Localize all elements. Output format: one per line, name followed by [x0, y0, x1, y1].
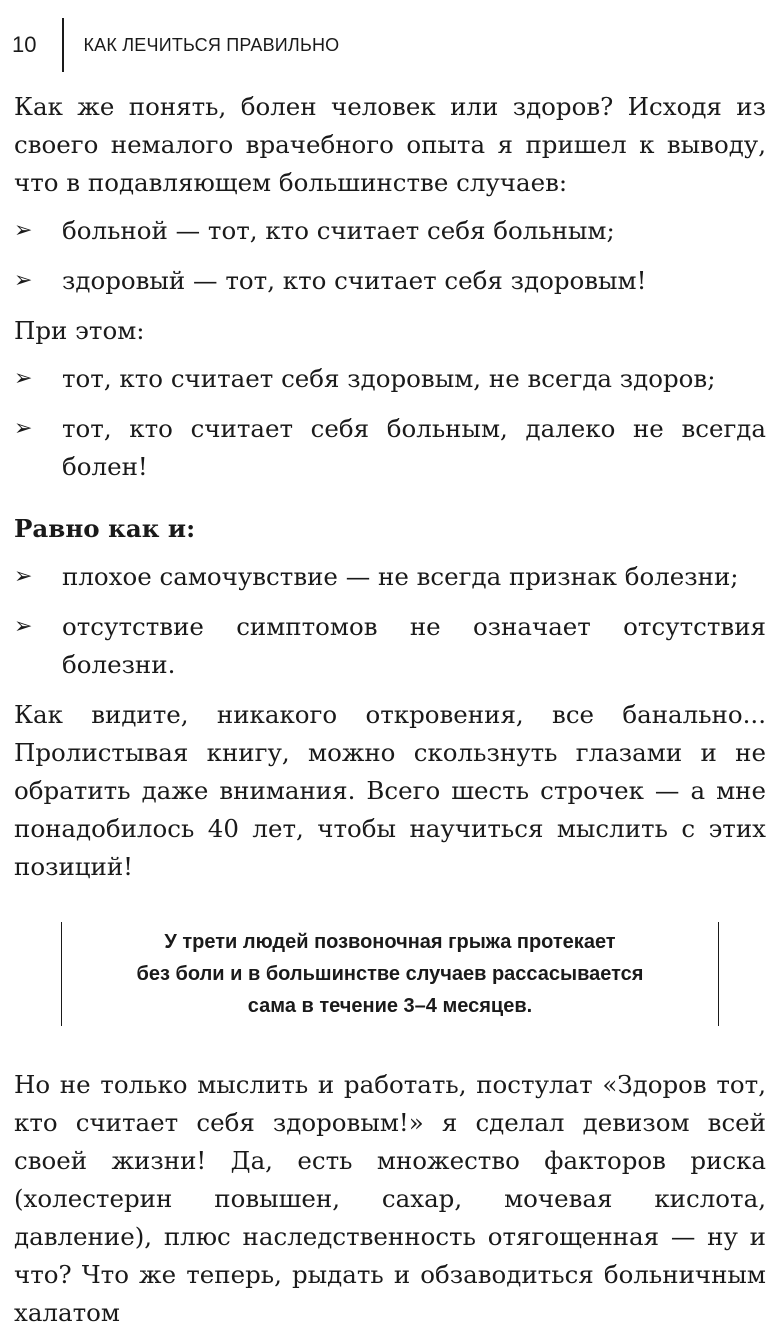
list-item	[14, 262, 766, 300]
list-symptoms	[14, 558, 766, 684]
running-title: КАК ЛЕЧИТЬСЯ ПРАВИЛЬНО	[83, 34, 340, 55]
header-divider	[62, 18, 64, 72]
list-item	[14, 558, 766, 596]
page-content	[14, 88, 766, 1342]
arrow-bullet-icon: ➢	[14, 564, 33, 589]
callout-line: У трети людей позвоночная грыжа протекает	[164, 931, 616, 953]
callout-line: сама в течение 3–4 месяцев.	[247, 995, 533, 1017]
list-item	[14, 410, 766, 486]
list-item-text: больной — тот, кто считает себя больным;	[62, 216, 615, 245]
arrow-bullet-icon: ➢	[14, 218, 33, 243]
page-header	[12, 18, 339, 72]
likewise-heading: Равно как и:	[14, 514, 196, 543]
list-item-text: тот, кто считает себя здоровым, не всегда здоров;	[62, 364, 716, 393]
arrow-bullet-icon: ➢	[14, 366, 33, 391]
list-item-text: плохое самочувствие — не всегда признак болезни;	[62, 562, 739, 591]
arrow-bullet-icon: ➢	[14, 614, 33, 639]
callout-box	[61, 922, 719, 1026]
list-item-text: здоровый — тот, кто считает себя здоровым!	[62, 266, 647, 295]
list-item-text: тот, кто считает себя больным, далеко не всегда болен!	[62, 414, 766, 481]
callout-line: без боли и в большинстве случаев рассасывается	[136, 963, 644, 985]
arrow-bullet-icon: ➢	[14, 268, 33, 293]
page-number: 10	[12, 32, 37, 57]
list-considers	[14, 360, 766, 486]
body-paragraph-2: Как видите, никакого откровения, все банально... Пролистывая книгу, можно скользнуть глазами и не обратить даже внимания. Всего шесть строчек — а мне понадобилось 40 лет, чтобы научиться мыслить с этих позиций!	[14, 700, 766, 881]
list-item-text: отсутствие симптомов не означает отсутствия болезни.	[62, 612, 766, 679]
intro-paragraph: Как же понять, болен человек или здоров? Исходя из своего немалого врачебного опыта я пришел к выводу, что в подавляющем большинстве случаев:	[14, 92, 766, 197]
body-paragraph-3: Но не только мыслить и работать, постулат «Здоров тот, кто считает себя здоровым!» я сделал девизом всей своей жизни! Да, есть множество факторов риска (холестерин повышен, сахар, мочевая кислота, давление), плюс наследственность отягощенная — ну и что? Что же теперь, рыдать и обзаводиться больничным халатом	[14, 1070, 766, 1327]
list-item	[14, 608, 766, 684]
arrow-bullet-icon: ➢	[14, 416, 33, 441]
list-item	[14, 360, 766, 398]
list-sick-healthy	[14, 212, 766, 300]
list-item	[14, 212, 766, 250]
at-this-paragraph: При этом:	[14, 316, 145, 345]
